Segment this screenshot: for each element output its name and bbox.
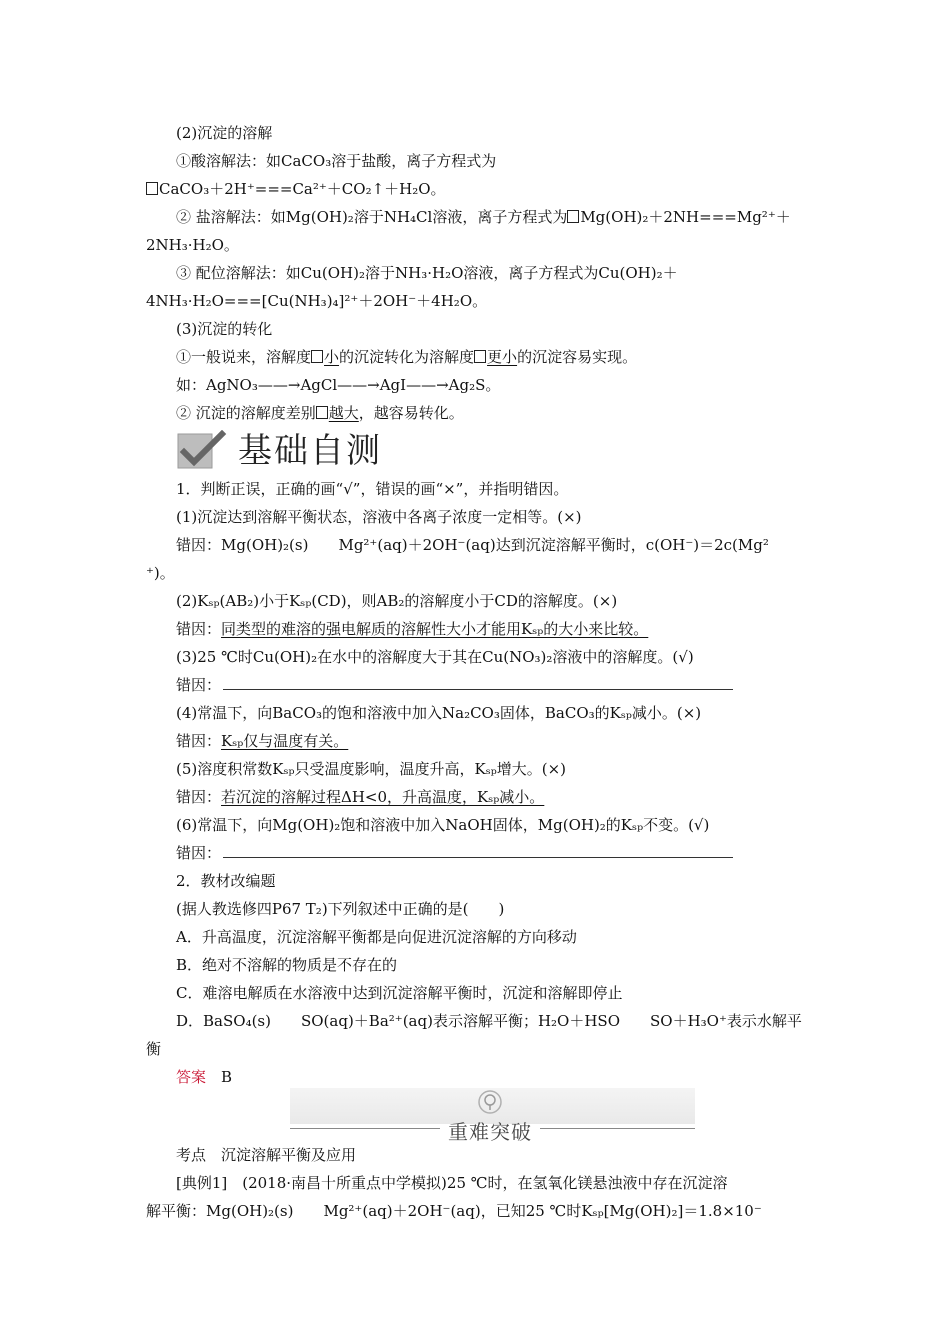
divider-line-left: [290, 1128, 440, 1129]
q1-item-3: (3)25 ℃时Cu(OH)₂在水中的溶解度大于其在Cu(NO₃)₂溶液中的溶解度。(√): [176, 648, 694, 666]
q2-option-c: C．难溶电解质在水溶液中达到沉淀溶解平衡时，沉淀和溶解即停止: [176, 984, 623, 1002]
bulb-emblem-icon: [477, 1089, 503, 1115]
q1-stem: 1．判断正误，正确的画“√”，错误的画“×”，并指明错因。: [176, 480, 569, 498]
q2-option-d: D．BaSO₄(s) SO(aq)＋Ba²⁺(aq)表示溶解平衡；H₂O＋HSO SO＋H₃O⁺表示水解平: [176, 1012, 802, 1030]
q1-item-4: (4)常温下，向BaCO₃的饱和溶液中加入Na₂CO₃固体，BaCO₃的Kₛₚ减小。(×): [176, 704, 702, 722]
q1-item-1-reason: 错因：Mg(OH)₂(s) Mg²⁺(aq)＋2OH⁻(aq)达到沉淀溶解平衡时，c(OH⁻)＝2c(Mg²: [176, 536, 769, 554]
q1-item-5-reason: 错因：若沉淀的溶解过程ΔH<0，升高温度，Kₛₚ减小。: [176, 788, 545, 806]
blank-box-icon: [316, 406, 328, 419]
solubility-difference: ② 沉淀的溶解度差别 越大，越容易转化。: [176, 404, 464, 422]
section-divider: [290, 1088, 695, 1148]
acid-equation: CaCO₃＋2H⁺===Ca²⁺＋CO₂↑＋H₂O。: [146, 178, 446, 200]
complex-method-line: ③ 配位溶解法：如Cu(OH)₂溶于NH₃·H₂O溶液，离子方程式为Cu(OH)₂＋: [176, 264, 678, 282]
divider-title: 重难突破: [448, 1120, 532, 1144]
q1-item-2-reason: 错因：同类型的难溶的强电解质的溶解性大小才能用Kₛₚ的大小来比较。: [176, 620, 649, 638]
section-banner: [176, 430, 476, 470]
q1-item-5: (5)溶度积常数Kₛₚ只受温度影响，温度升高，Kₛₚ增大。(×): [176, 760, 567, 778]
section-heading-conversion: (3)沉淀的转化: [176, 320, 273, 338]
q2-source: (据人教选修四P67 T₂)下列叙述中正确的是( ): [176, 900, 505, 918]
q2-option-a: A．升高温度，沉淀溶解平衡都是向促进沉淀溶解的方向移动: [176, 928, 577, 946]
blank-box-icon: [567, 210, 579, 223]
q2-answer: [176, 1066, 232, 1088]
complex-method-cont: 4NH₃·H₂O===[Cu(NH₃)₄]²⁺＋2OH⁻＋4H₂O。: [146, 292, 488, 310]
blank-box-icon: [474, 350, 486, 363]
banner-title: 基础自测: [238, 431, 382, 471]
q2-option-d-cont: 衡: [146, 1040, 162, 1058]
section-heading-dissolution: (2)沉淀的溶解: [176, 124, 273, 142]
blank-box-icon: [311, 350, 323, 363]
q1-item-2: (2)Kₛₚ(AB₂)小于Kₛₚ(CD)，则AB₂的溶解度小于CD的溶解度。(×): [176, 592, 618, 610]
example-line-1: [典例1] (2018·南昌十所重点中学模拟)25 ℃时，在氢氧化镁悬浊液中存在沉淀溶: [176, 1174, 728, 1192]
q1-item-6: (6)常温下，向Mg(OH)₂饱和溶液中加入NaOH固体，Mg(OH)₂的Kₛₚ不变。(√): [176, 816, 710, 834]
salt-method-line: ② 盐溶解法：如Mg(OH)₂溶于NH₄Cl溶液，离子方程式为 Mg(OH)₂＋2NH===Mg²⁺＋: [176, 208, 791, 226]
checkmark-icon: [176, 430, 230, 470]
kaodian-label: 考点 沉淀溶解平衡及应用: [176, 1146, 357, 1164]
q1-item-6-reason: 错因：: [176, 842, 733, 864]
answer-blank-line: [223, 843, 733, 858]
q2-option-b: B．绝对不溶解的物质是不存在的: [176, 956, 398, 974]
answer-value: B: [221, 1068, 233, 1086]
q1-item-3-reason: 错因：: [176, 674, 733, 696]
divider-line-right: [540, 1128, 695, 1129]
answer-label: 答案: [176, 1068, 207, 1086]
answer-blank-line: [223, 675, 733, 690]
example-line-2: 解平衡：Mg(OH)₂(s) Mg²⁺(aq)＋2OH⁻(aq)，已知25 ℃时Kₛₚ[Mg(OH)₂]＝1.8×10⁻: [146, 1202, 762, 1220]
q1-item-1: (1)沉淀达到溶解平衡状态，溶液中各离子浓度一定相等。(×): [176, 508, 582, 526]
conversion-rule: ①一般说来，溶解度 小的沉淀转化为溶解度 更小的沉淀容易实现。: [176, 348, 638, 366]
salt-method-cont: 2NH₃·H₂O。: [146, 236, 239, 254]
q1-item-4-reason: 错因：Kₛₚ仅与温度有关。: [176, 732, 349, 750]
acid-method-text: ①酸溶解法：如CaCO₃溶于盐酸，离子方程式为: [176, 152, 497, 170]
q2-stem: 2．教材改编题: [176, 872, 276, 890]
conversion-example: 如：AgNO₃——→AgCl——→AgI——→Ag₂S。: [176, 376, 501, 394]
blank-box-icon: [146, 182, 158, 195]
q1-item-1-reason-cont: ⁺)。: [146, 564, 175, 582]
